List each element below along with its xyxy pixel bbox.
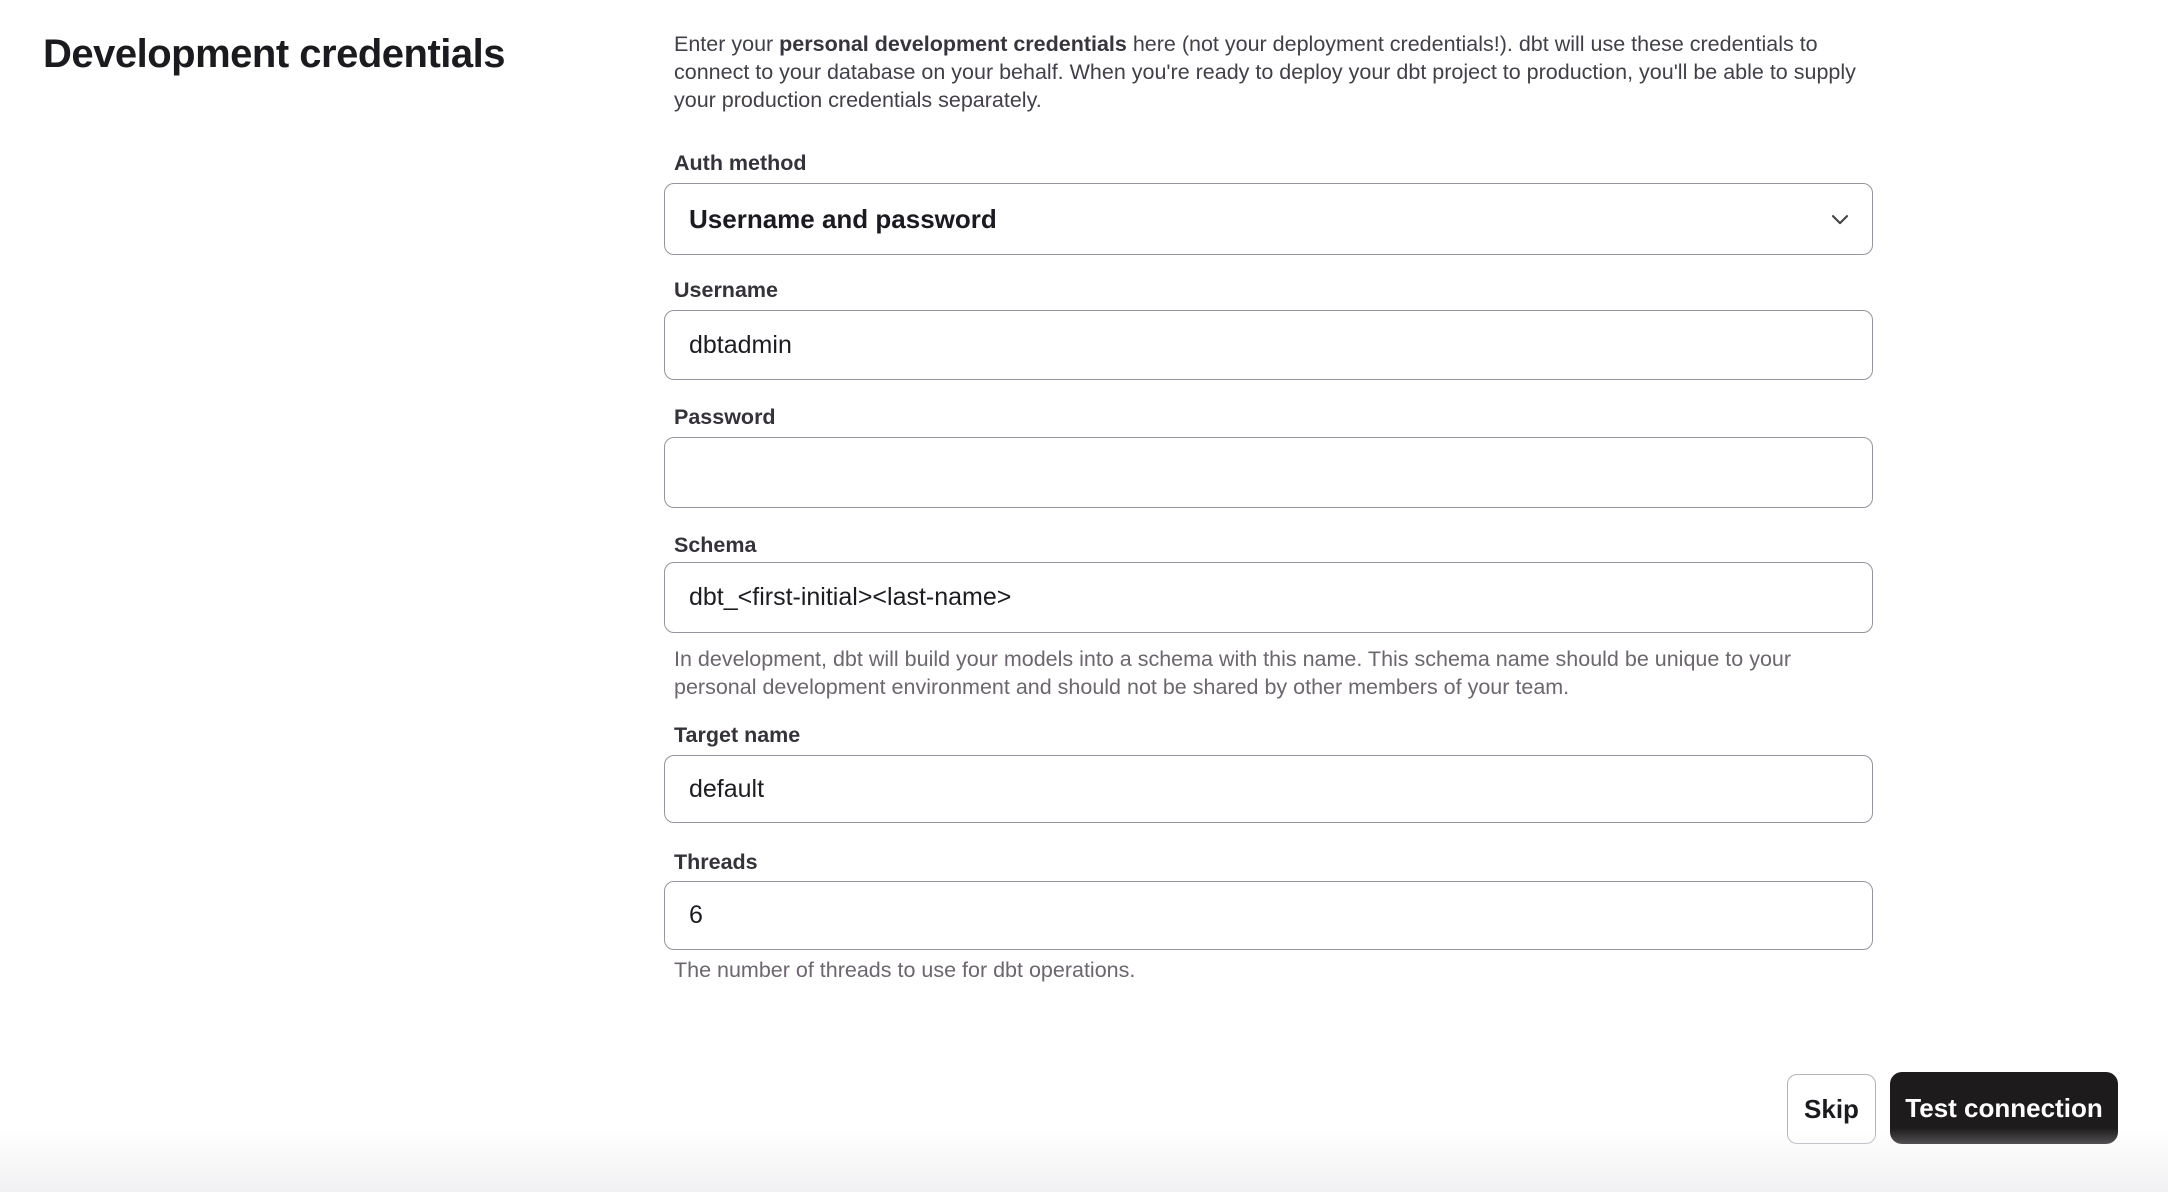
skip-button[interactable]: Skip xyxy=(1787,1074,1876,1144)
test-connection-button[interactable]: Test connection xyxy=(1890,1072,2118,1144)
schema-label: Schema xyxy=(674,533,757,557)
credentials-description xyxy=(674,30,1862,114)
auth-method-select[interactable] xyxy=(664,183,1873,255)
description-part1: Enter your xyxy=(674,32,780,56)
description-bold: personal development credentials xyxy=(779,32,1127,56)
threads-input[interactable] xyxy=(664,881,1873,950)
schema-helper-text: In development, dbt will build your models into a schema with this name. This schema name should be unique to your personal development environment and should not be shared by other members of your team. xyxy=(674,647,1792,699)
username-label: Username xyxy=(674,278,778,302)
password-input[interactable] xyxy=(664,437,1873,508)
auth-method-label: Auth method xyxy=(674,151,807,175)
schema-input[interactable] xyxy=(664,562,1873,633)
password-label: Password xyxy=(674,405,776,429)
threads-helper-text: The number of threads to use for dbt operations. xyxy=(674,958,1136,982)
target-name-label: Target name xyxy=(674,723,801,747)
threads-label: Threads xyxy=(674,850,758,874)
description-part2: here (not your deployment credentials!). dbt will use these credentials to connect to your database on your behalf. When you're ready to deploy your dbt project to production, you'll be able to supply your production credentials separately. xyxy=(674,32,1856,112)
target-name-input[interactable] xyxy=(664,755,1873,823)
page-title: Development credentials xyxy=(43,32,505,76)
auth-method-selected-value: Username and password xyxy=(689,203,997,234)
username-input[interactable] xyxy=(664,310,1873,380)
chevron-down-icon xyxy=(1826,205,1854,233)
